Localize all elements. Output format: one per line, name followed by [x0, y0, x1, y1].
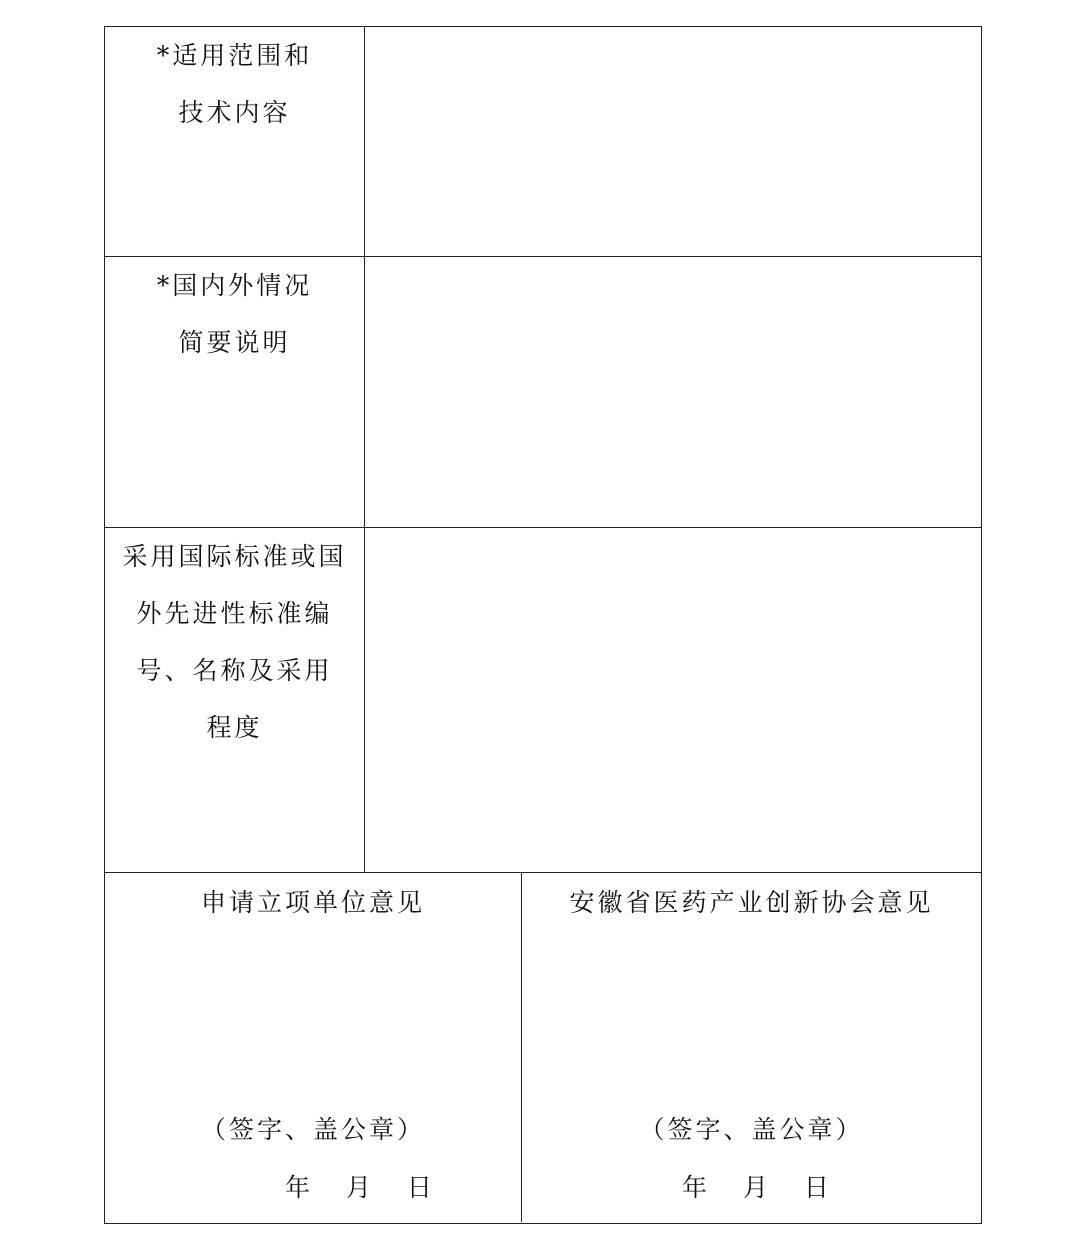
adoption-content-field[interactable]: [365, 528, 981, 872]
association-opinion-cell[interactable]: [522, 873, 981, 1222]
applicant-opinion-title: 申请立项单位意见: [200, 888, 425, 917]
adoption-label-cell: [105, 528, 365, 872]
overview-content-field[interactable]: [365, 257, 981, 527]
applicant-opinion-cell[interactable]: [105, 873, 522, 1222]
overview-label-line-2: 简要说明: [178, 328, 291, 357]
overview-label-cell: [105, 257, 365, 527]
adoption-label-line-3: 号、名称及采用: [136, 656, 333, 685]
scope-label-line-2: 技术内容: [178, 98, 291, 127]
overview-row: [105, 257, 981, 528]
adoption-label-line-4: 程度: [206, 713, 263, 742]
scope-label-line-1: *适用范围和: [156, 41, 313, 70]
association-opinion-title: 安徽省医药产业创新协会意见: [569, 888, 934, 917]
adoption-row: [105, 528, 981, 873]
scope-content-field[interactable]: [365, 27, 981, 256]
scope-row: [105, 27, 981, 257]
opinions-row: [105, 873, 981, 1222]
scope-label-cell: [105, 27, 365, 256]
applicant-date-line: 年 月 日: [285, 1173, 435, 1202]
applicant-signature-note: （签字、盖公章）: [200, 1115, 425, 1144]
adoption-label-line-1: 采用国际标准或国: [122, 542, 347, 571]
association-date-line: 年 月 日: [682, 1173, 832, 1202]
overview-label-line-1: *国内外情况: [156, 271, 313, 300]
association-signature-note: （签字、盖公章）: [639, 1115, 864, 1144]
adoption-label-line-2: 外先进性标准编: [136, 599, 333, 628]
application-form-table: [104, 26, 982, 1224]
